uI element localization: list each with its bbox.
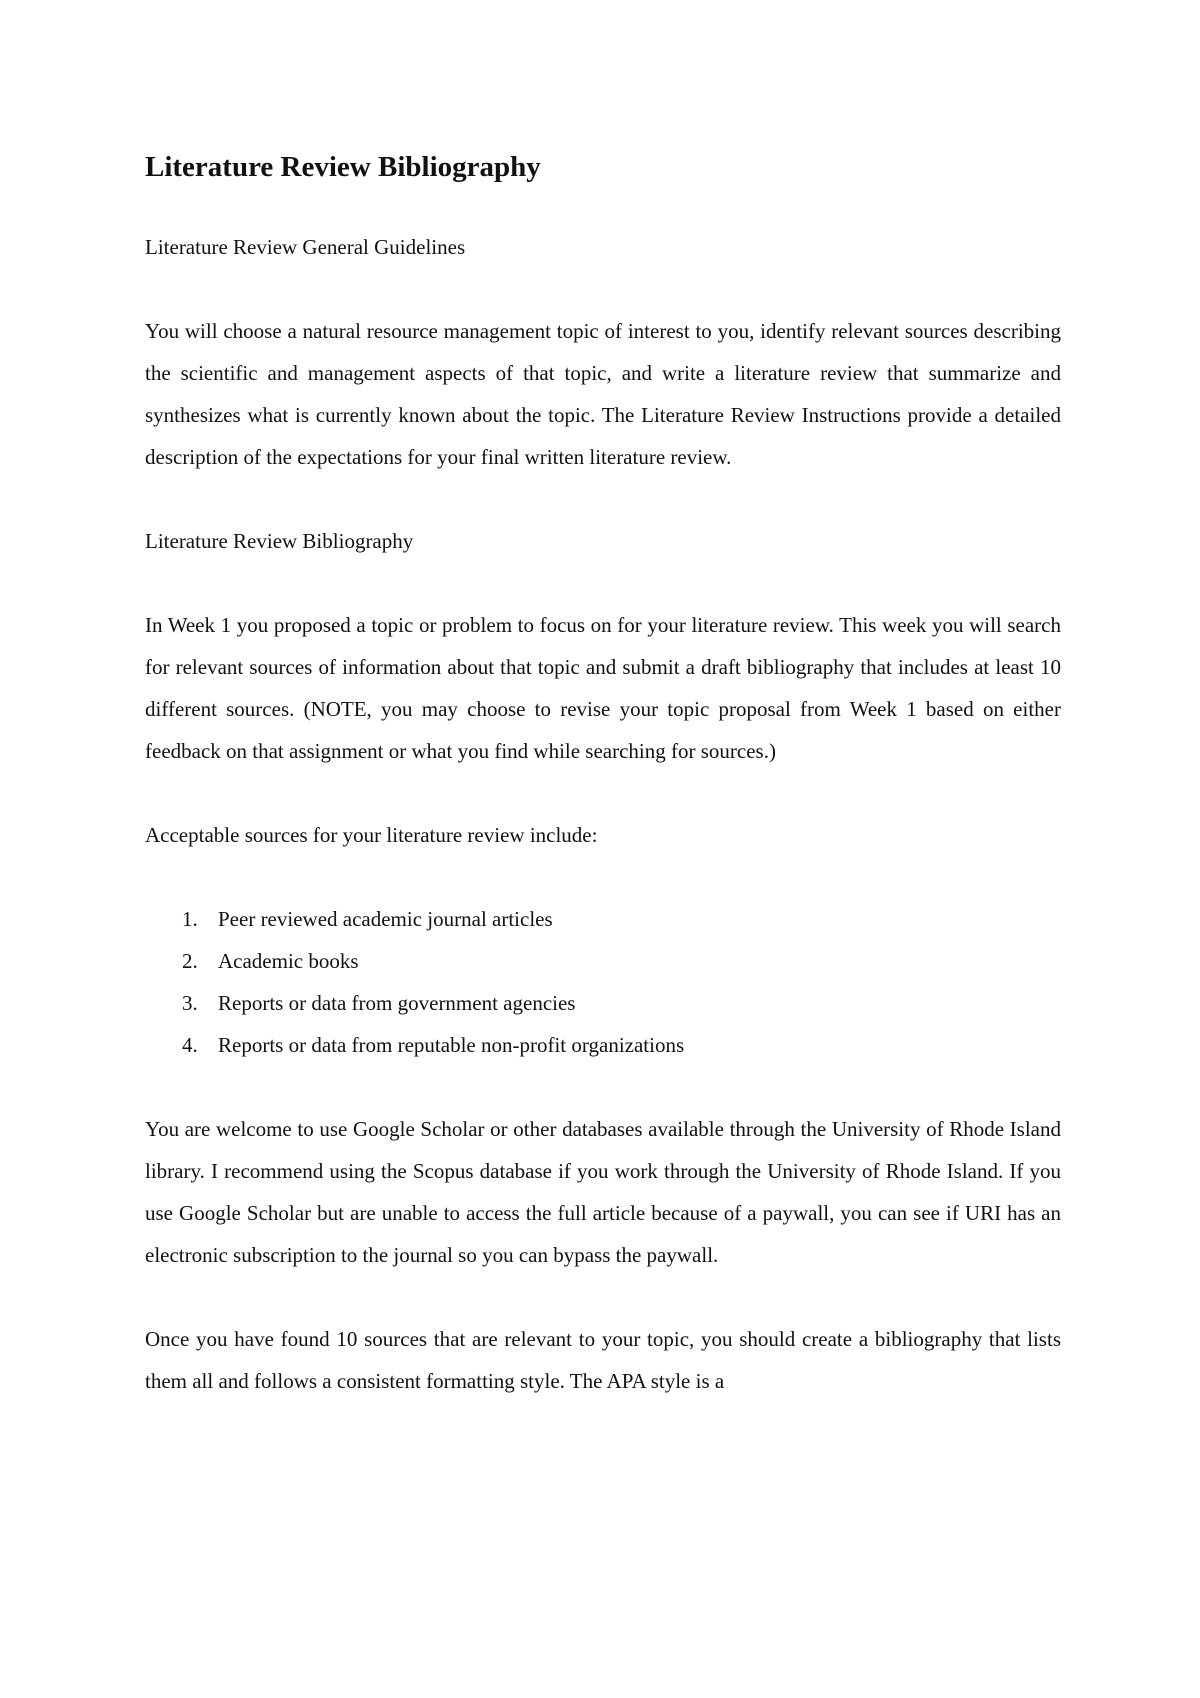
list-item — [145, 982, 1061, 1024]
list-item — [145, 1024, 1061, 1066]
list-item — [145, 898, 1061, 940]
list-number: 2. — [182, 949, 198, 973]
list-text: Reports or data from reputable non-profit organizations — [218, 1033, 685, 1057]
document-body — [145, 138, 1061, 1402]
list-item — [145, 940, 1061, 982]
list-number: 1. — [182, 907, 198, 931]
document-title: Literature Review Bibliography — [145, 151, 541, 183]
guidelines-heading: Literature Review General Guidelines — [145, 235, 466, 259]
databases-paragraph: You are welcome to use Google Scholar or other databases available through the University of Rhode Island library. I recommend using the Scopus database if you work through the University of Rhode Island. If you use Google Scholar but are unable to access the full article because of a paywall, you can see if URI has an electronic subscription to the journal so you can bypass the paywall. — [145, 1117, 1061, 1267]
week-paragraph: In Week 1 you proposed a topic or problem to focus on for your literature review. This week you will search for relevant sources of information about that topic and submit a draft bibliography that includes at least 10 different sources. (NOTE, you may choose to revise your topic proposal from Week 1 based on either feedback on that assignment or what you find while searching for sources.) — [145, 613, 1061, 763]
sources-intro: Acceptable sources for your literature review include: — [145, 823, 598, 847]
list-text: Reports or data from government agencies — [218, 991, 576, 1015]
format-paragraph: Once you have found 10 sources that are relevant to your topic, you should create a bibliography that lists them all and follows a consistent formatting style. The APA style is a — [145, 1327, 1061, 1393]
list-text: Academic books — [218, 949, 359, 973]
sources-list — [145, 898, 1061, 1066]
list-number: 3. — [182, 991, 198, 1015]
list-number: 4. — [182, 1033, 198, 1057]
bibliography-heading: Literature Review Bibliography — [145, 529, 414, 553]
list-text: Peer reviewed academic journal articles — [218, 907, 553, 931]
guidelines-paragraph: You will choose a natural resource management topic of interest to you, identify relevant sources describing the scientific and management aspects of that topic, and write a literature review that summarize and synthesizes what is currently known about the topic. The Literature Review Instructions provide a detailed description of the expectations for your final written literature review. — [145, 319, 1061, 469]
